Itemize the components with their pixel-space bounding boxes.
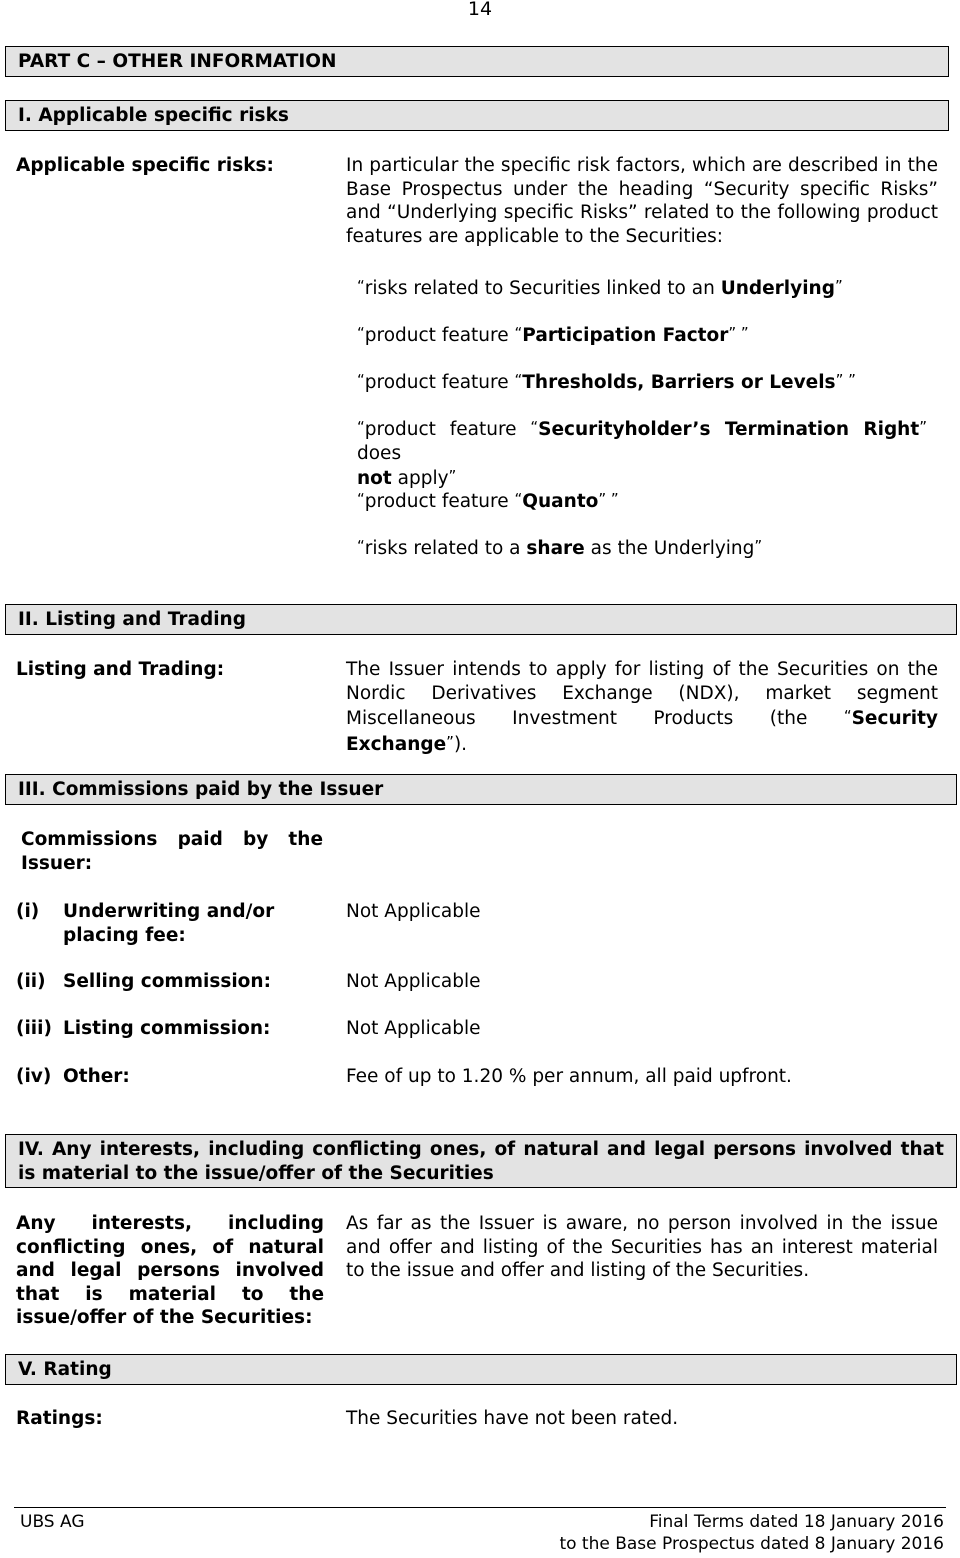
commission-value: Not Applicable <box>346 1018 481 1039</box>
part-title <box>5 46 949 77</box>
risk-item-participation-factor: “product feature “Participation Factor” ” <box>357 324 749 346</box>
risk-item-text-does: does <box>357 442 402 464</box>
section-2-text: The Issuer intends to apply for listing of the Securities on the Nordic Derivatives Exchange (NDX), market segment Miscellaneous Investment Products (the “Security Exchange”). <box>346 659 938 755</box>
section-4-text: As far as the Issuer is aware, no person involved in the issue and offer and listing of the Securities has an interest material to the issue and offer and listing of the Securities. <box>346 1213 938 1281</box>
risk-item-text: product feature <box>364 325 515 346</box>
risk-item-underlying: “risks related to Securities linked to an Underlying” <box>357 277 843 299</box>
section-3-heading-text: III. Commissions paid by the Issuer <box>18 779 384 800</box>
footer-right <box>559 1511 944 1555</box>
commission-value: Not Applicable <box>346 971 481 992</box>
page-number: 14 <box>467 0 493 20</box>
risk-item-bold: Participation Factor <box>522 325 729 346</box>
commission-num: (iii) <box>16 1018 52 1039</box>
risk-item-text: product feature <box>364 372 515 393</box>
commission-num: (iv) <box>16 1066 52 1087</box>
section-5-text: The Securities have not been rated. <box>346 1408 679 1429</box>
part-title-text: PART C – OTHER INFORMATION <box>18 51 337 72</box>
risk-item-bold: Quanto <box>522 491 599 512</box>
section-2-text-post: ). <box>453 733 468 755</box>
risk-item-text-post: as the Underlying <box>584 538 755 559</box>
risk-item-bold: share <box>526 538 585 559</box>
commission-value: Not Applicable <box>346 901 481 922</box>
section-2-heading-text: II. Listing and Trading <box>18 609 246 630</box>
section-1-heading-text: I. Applicable specific risks <box>18 105 289 126</box>
risk-item-bold-not: not <box>357 468 392 489</box>
footer-right-line2: to the Base Prospectus dated 8 January 2016 <box>559 1534 944 1554</box>
risk-item-thresholds: “product feature “Thresholds, Barriers or Levels” ” <box>357 371 856 393</box>
section-1-label: Applicable specific risks: <box>16 155 274 176</box>
section-2-heading <box>5 604 957 635</box>
footer-rule <box>14 1507 946 1508</box>
footer-right-line1: Final Terms dated 18 January 2016 <box>649 1512 944 1532</box>
risk-item-text: risks related to Securities linked to an <box>364 278 721 299</box>
section-4-heading <box>5 1134 957 1188</box>
commission-label: Underwriting and/or placing fee: <box>63 901 275 946</box>
footer-left: UBS AG <box>20 1512 85 1532</box>
section-5-label: Ratings: <box>16 1408 103 1429</box>
commission-label: Other: <box>63 1066 130 1087</box>
commission-label: Selling commission: <box>63 971 271 992</box>
security-exchange-term: Security Exchange <box>346 708 938 755</box>
risk-item-bold: Securityholder’s Termination Right <box>538 419 920 440</box>
risk-item-bold: Underlying <box>720 278 835 299</box>
section-4-label: Any interests, including conflicting ones, of natural and legal persons involved that is material to the issue/offer of the Securities: <box>16 1213 324 1328</box>
section-3-label-line1: Commissions paid by the <box>21 829 323 850</box>
commission-label: Listing commission: <box>63 1018 271 1039</box>
section-4-heading-text: IV. Any interests, including conflicting ones, of natural and legal persons involved that is material to the issue/offer of the Securities <box>18 1139 944 1184</box>
risk-item-text: product feature <box>364 419 531 440</box>
risk-item-text-apply: apply <box>391 468 449 489</box>
section-3-label <box>21 828 323 875</box>
section-1-intro: In particular the specific risk factors, which are described in the Base Prospectus under the heading “Security specific Risks” and “Underlying specific Risks” related to the following product features are applicable to the Securities: <box>346 155 938 247</box>
section-5-heading <box>5 1354 957 1385</box>
risk-item-termination-right: “product feature “Securityholder’s Termination Right” does not apply” <box>357 418 927 489</box>
risk-item-quanto: “product feature “Quanto” ” <box>357 490 619 512</box>
section-3-label-line2: Issuer: <box>21 852 93 874</box>
risk-item-share: “risks related to a share as the Underlying” <box>357 537 763 559</box>
section-2-text-pre: The Issuer intends to apply for listing of the Securities on the Nordic Derivatives Exchange (NDX), market segment Miscellaneous Investment Products (the <box>346 659 938 729</box>
commission-num: (ii) <box>16 971 46 992</box>
risk-item-bold: Thresholds, Barriers or Levels <box>522 372 836 393</box>
commission-num: (i) <box>16 901 40 922</box>
section-1-heading <box>5 100 949 131</box>
commission-value: Fee of up to 1.20 % per annum, all paid upfront. <box>346 1066 792 1087</box>
section-3-heading <box>5 774 957 805</box>
section-5-heading-text: V. Rating <box>18 1359 112 1380</box>
risk-item-text: risks related to a <box>364 538 527 559</box>
section-2-label: Listing and Trading: <box>16 659 225 680</box>
risk-item-text: product feature <box>364 491 515 512</box>
